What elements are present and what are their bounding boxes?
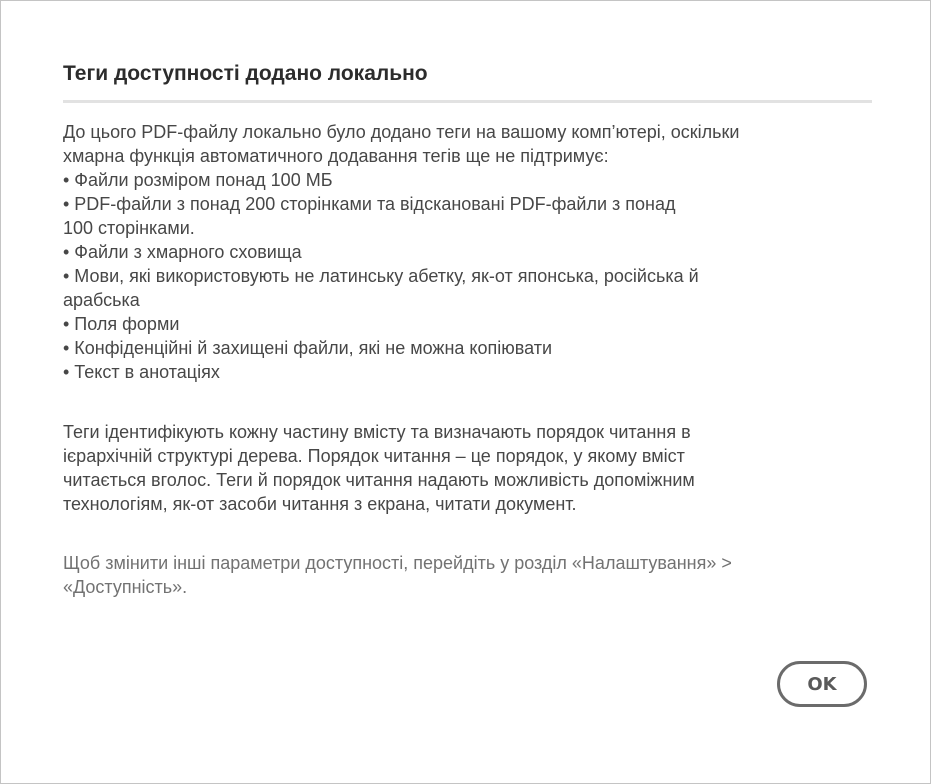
bullet-item-continued: 100 сторінками. — [63, 218, 195, 238]
bullet-item: • Конфіденційні й захищені файли, які не можна копіювати — [63, 338, 553, 358]
explanation-text — [63, 420, 695, 516]
bullet-item: • Поля форми — [63, 314, 180, 334]
intro-line: хмарна функція автоматичного додавання тегів ще не підтримує: — [63, 146, 609, 166]
explanation-line: ієрархічній структурі дерева. Порядок читання – це порядок, у якому вміст — [63, 446, 685, 466]
title-divider — [63, 100, 872, 103]
intro-text — [63, 120, 739, 384]
dialog-title: Теги доступності додано локально — [63, 62, 428, 85]
bullet-item: • Мови, які використовують не латинську абетку, як-от японська, російська й — [63, 266, 699, 286]
bullet-item-continued: арабська — [63, 290, 140, 310]
bullet-item: • PDF-файли з понад 200 сторінками та відскановані PDF-файли з понад — [63, 194, 676, 214]
note-line: «Доступність». — [63, 577, 188, 597]
settings-note — [63, 551, 732, 599]
bullet-item: • Файли розміром понад 100 МБ — [63, 170, 333, 190]
ok-button[interactable]: OK — [777, 661, 867, 707]
bullet-item: • Текст в анотаціях — [63, 362, 220, 382]
explanation-line: Теги ідентифікують кожну частину вмісту та визначають порядок читання в — [63, 422, 691, 442]
bullet-item: • Файли з хмарного сховища — [63, 242, 302, 262]
note-line: Щоб змінити інші параметри доступності, перейдіть у розділ «Налаштування» > — [63, 553, 732, 573]
intro-line: До цього PDF-файлу локально було додано теги на вашому комп’ютері, оскільки — [63, 122, 740, 142]
explanation-line: читається вголос. Теги й порядок читання надають можливість допоміжним — [63, 470, 695, 490]
explanation-line: технологіям, як-от засоби читання з екрана, читати документ. — [63, 494, 577, 514]
